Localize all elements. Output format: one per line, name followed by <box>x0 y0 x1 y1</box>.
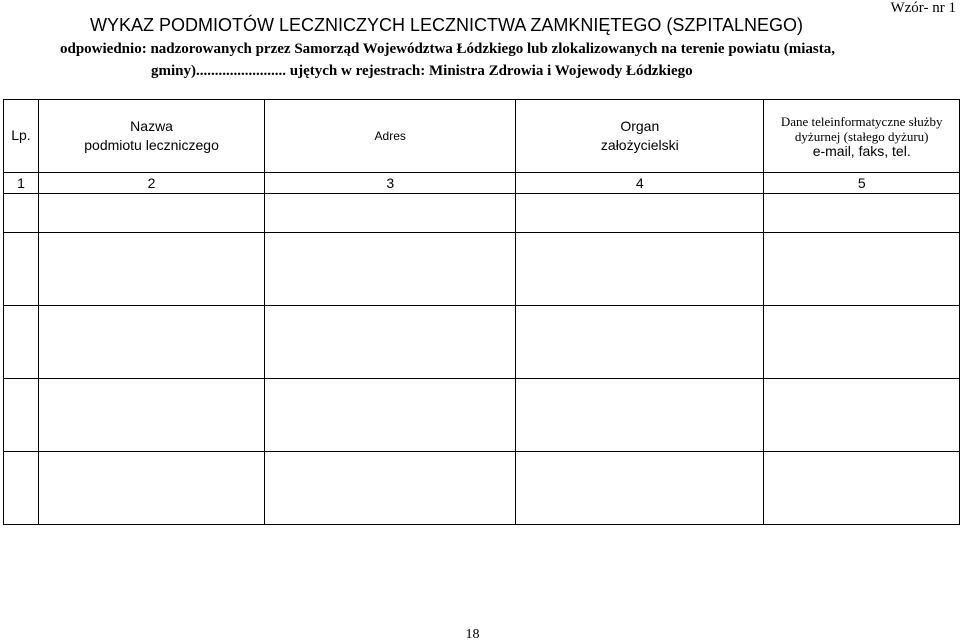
column-number: 4 <box>516 173 764 194</box>
column-header-nazwa: Nazwa podmiotu leczniczego <box>38 100 264 173</box>
table-row <box>4 194 960 233</box>
table-cell[interactable] <box>4 379 39 452</box>
table-row <box>4 233 960 306</box>
table-cell[interactable] <box>516 194 764 233</box>
table-cell[interactable] <box>38 233 264 306</box>
table-cell[interactable] <box>764 194 960 233</box>
column-number: 2 <box>38 173 264 194</box>
column-number: 5 <box>764 173 960 194</box>
table-cell[interactable] <box>764 306 960 379</box>
table-cell[interactable] <box>764 452 960 525</box>
table-cell[interactable] <box>265 306 516 379</box>
subtitle-line-1: odpowiednio: nadzorowanych przez Samorząd Województwa Łódzkiego lub zlokalizowanych na terenie powiatu (miasta, <box>60 41 836 57</box>
table-cell[interactable] <box>38 194 264 233</box>
table-cell[interactable] <box>764 379 960 452</box>
column-header-adres: Adres <box>265 100 516 173</box>
column-number-row <box>4 173 960 194</box>
column-number: 1 <box>4 173 39 194</box>
table-cell[interactable] <box>265 452 516 525</box>
column-header-organ: Organ założycielski <box>516 100 764 173</box>
table-row <box>4 306 960 379</box>
table-cell[interactable] <box>265 233 516 306</box>
subtitle-line-2: gminy)........................ ujętych w rejestrach: Ministra Zdrowia i Wojewody Łódzkiego <box>151 63 693 79</box>
table-cell[interactable] <box>4 233 39 306</box>
table-cell[interactable] <box>4 452 39 525</box>
facilities-register-table <box>3 99 960 525</box>
table-row <box>4 452 960 525</box>
table-cell[interactable] <box>764 233 960 306</box>
table-cell[interactable] <box>38 379 264 452</box>
table-cell[interactable] <box>4 306 39 379</box>
table-cell[interactable] <box>38 452 264 525</box>
column-number: 3 <box>265 173 516 194</box>
table-cell[interactable] <box>38 306 264 379</box>
table-row <box>4 379 960 452</box>
table-cell[interactable] <box>265 379 516 452</box>
page-number: 18 <box>465 627 480 642</box>
column-header-lp: Lp. <box>4 100 39 173</box>
table-cell[interactable] <box>265 194 516 233</box>
table-header-row <box>4 100 960 173</box>
table-cell[interactable] <box>516 379 764 452</box>
table-cell[interactable] <box>516 452 764 525</box>
table-cell[interactable] <box>516 233 764 306</box>
table-cell[interactable] <box>516 306 764 379</box>
column-header-dane: Dane teleinformatyczne służby dyżurnej (stałego dyżuru) e-mail, faks, tel. <box>764 100 960 173</box>
document-title: WYKAZ PODMIOTÓW LECZNICZYCH LECZNICTWA ZAMKNIĘTEGO (SZPITALNEGO) <box>90 15 804 35</box>
table-cell[interactable] <box>4 194 39 233</box>
form-template-label: Wzór- nr 1 <box>890 0 956 16</box>
